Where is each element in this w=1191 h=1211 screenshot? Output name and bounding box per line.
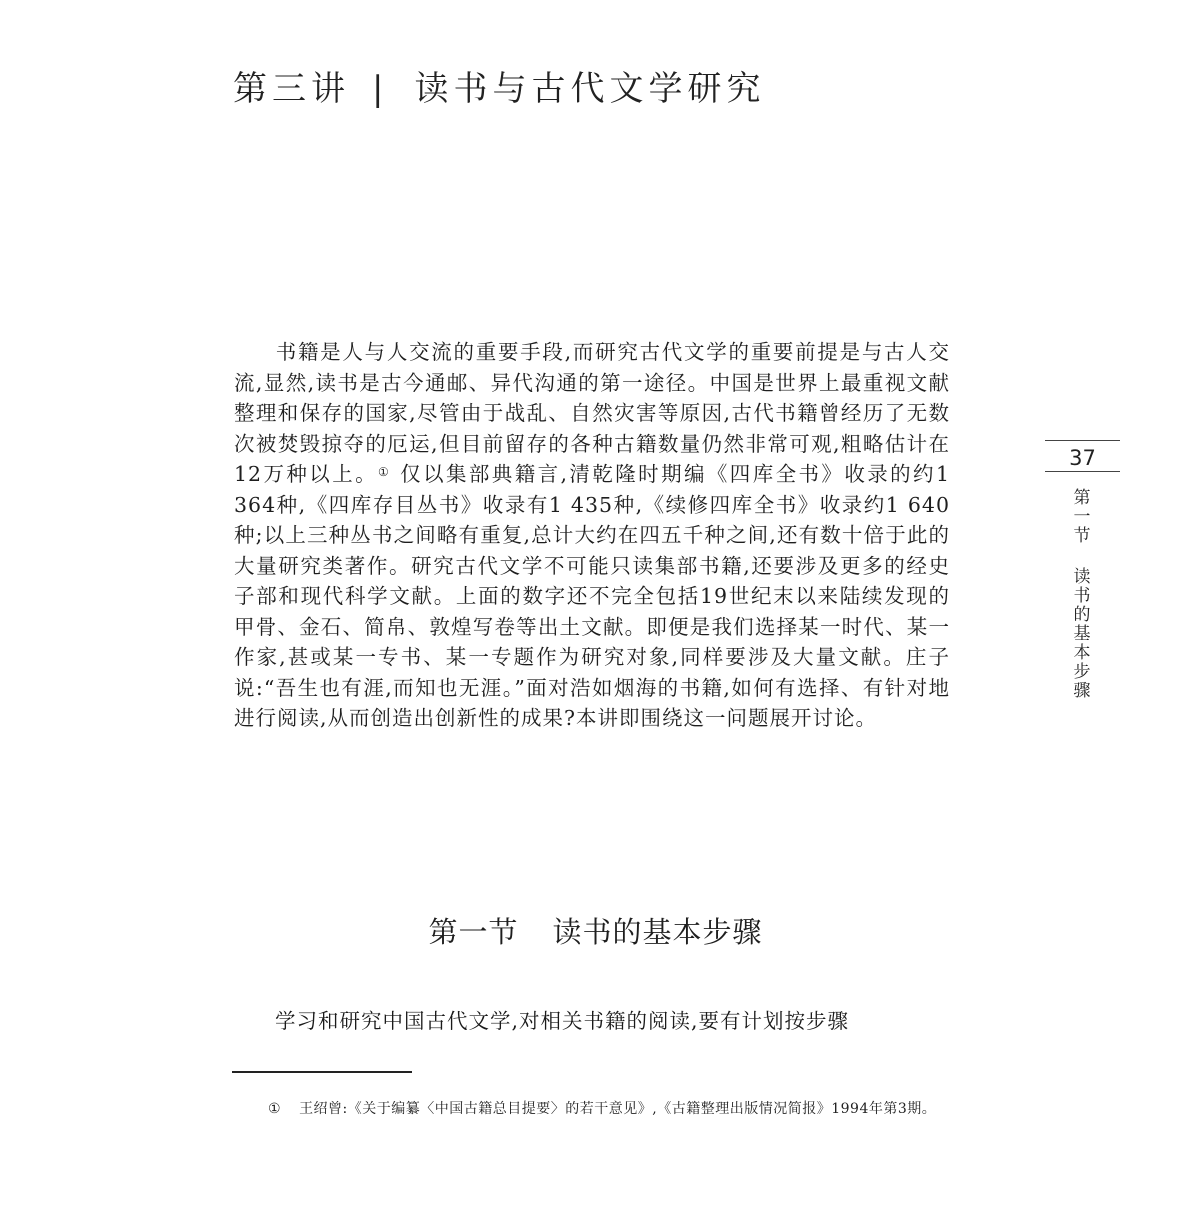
section-heading xyxy=(0,910,1191,951)
page-number: 37 xyxy=(1069,446,1096,470)
intro-paragraph xyxy=(234,337,950,734)
intro-text-part1: 书籍是人与人交流的重要手段,而研究古代文学的重要前提是与古人交流,显然,读书是古今通邮、异代沟通的第一途径。中国是世界上最重视文献整理和保存的国家,尽管由于战乱、自然灾害等原因,古代书籍曾经历了无数次被焚毁掠夺的厄运,但目前留存的各种古籍数量仍然非常可观,粗略估计在12万种以上。 xyxy=(234,340,950,486)
running-section-title: 第一节 读书的基本步骤 xyxy=(1069,488,1090,700)
section-title: 读书的基本步骤 xyxy=(552,915,763,949)
chapter-title: 读书与古代文学研究 xyxy=(414,69,766,109)
chapter-separator: | xyxy=(372,69,389,109)
footnote-text: 王绍曾:《关于编纂〈中国古籍总目提要〉的若干意见》,《古籍整理出版情况简报》1994年第3期。 xyxy=(299,1101,937,1117)
chapter-header xyxy=(233,66,765,112)
footnote-reference[interactable]: ① xyxy=(378,465,392,479)
footnote xyxy=(232,1096,952,1122)
footnote-mark: ① xyxy=(268,1101,282,1117)
section-number: 第一节 xyxy=(428,915,519,949)
intro-text-part2: 仅以集部典籍言,清乾隆时期编《四库全书》收录的约1 364种,《四库存目丛书》收录有1 435种,《续修四库全书》收录约1 640种;以上三种丛书之间略有重复,总计大约在四五千种之间,还有数十倍于此的大量研究类著作。研究古代文学不可能只读集部书籍,还要涉及更多的经史子部和现代科学文献。上面的数字还不完全包括19世纪末以来陆续发现的甲骨、金石、简帛、敦煌写卷等出土文献。即便是我们选择某一时代、某一作家,甚或某一专书、某一专题作为研究对象,同样要涉及大量文献。庄子说:“吾生也有涯,而知也无涯。”面对浩如烟海的书籍,如何有选择、有针对地进行阅读,从而创造出创新性的成果?本讲即围绕这一问题展开讨论。 xyxy=(234,462,950,730)
footnote-divider xyxy=(232,1071,412,1073)
page-sidebar xyxy=(1045,440,1120,700)
sidebar-rule-bottom xyxy=(1045,471,1120,472)
chapter-number: 第三讲 xyxy=(233,69,350,109)
section-first-line: 学习和研究中国古代文学,对相关书籍的阅读,要有计划按步骤 xyxy=(275,1009,850,1033)
